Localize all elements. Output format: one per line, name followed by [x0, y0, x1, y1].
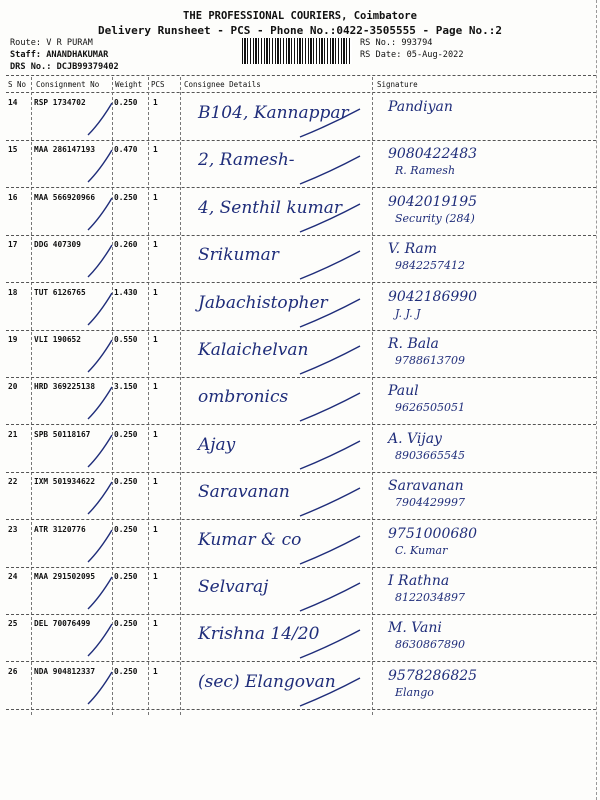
col-header-signature: Signature: [377, 80, 418, 89]
tick-stroke: [88, 387, 112, 419]
row-divider: [6, 330, 596, 331]
tick-stroke: [300, 441, 360, 469]
consignment-number: MAA 291502095: [34, 572, 96, 581]
weight-cell: 0.550: [114, 335, 138, 344]
table-row: [0, 379, 600, 425]
consignee-details: Jabachistopher: [198, 292, 328, 313]
row-divider: [6, 519, 596, 520]
table-row: [0, 142, 600, 188]
tick-stroke: [300, 630, 360, 658]
col-header-consignment: Consignment No: [36, 80, 100, 89]
pcs-cell: 1: [153, 192, 158, 202]
sno-cell: 19: [8, 335, 18, 344]
signature-phone: 9626505051: [395, 401, 465, 415]
row-divider: [6, 140, 596, 141]
rs-date-label: RS Date:: [360, 50, 402, 60]
handwritten-tick-marks: [0, 332, 600, 378]
signature-name: 9042186990: [388, 288, 478, 305]
pcs-cell: 1: [153, 145, 158, 155]
row-divider: [6, 424, 596, 425]
runsheet-subtitle: Delivery Runsheet - PCS - Phone No.:0422-3505555 - Page No.:2: [98, 24, 502, 37]
table-row: [0, 237, 600, 283]
signature-phone: 7904429997: [395, 496, 465, 510]
tick-stroke: [88, 624, 112, 656]
signature-name: 9578286825: [388, 667, 478, 684]
consignee-details: 2, Ramesh-: [198, 150, 295, 171]
row-divider: [6, 472, 596, 473]
signature-name: V. Ram: [388, 241, 438, 258]
table-row: [0, 569, 600, 615]
weight-cell: 3.150: [114, 382, 138, 392]
handwritten-tick-marks: [0, 142, 600, 188]
weight-cell: 0.250: [114, 429, 138, 439]
table-row: [0, 664, 600, 710]
consignee-details: Kalaichelvan: [198, 340, 309, 360]
staff-line: [10, 49, 108, 61]
weight-cell: 0.250: [114, 477, 138, 487]
signature-name: I Rathna: [388, 573, 450, 589]
sno-cell: 24: [8, 572, 18, 581]
pcs-cell: 1: [153, 429, 158, 439]
sno-cell: 15: [8, 145, 18, 155]
handwritten-tick-marks: [0, 190, 600, 236]
signature-name: Pandiyan: [388, 99, 453, 115]
sno-cell: 14: [8, 98, 18, 107]
signature-phone: 8903665545: [395, 448, 465, 462]
sno-cell: 26: [8, 666, 18, 676]
signature-name: 9042019195: [388, 193, 478, 210]
tick-stroke: [88, 672, 112, 704]
col-header-sno: S No: [8, 80, 27, 89]
consignee-details: Srikumar: [198, 245, 279, 266]
consignment-number: HRD 369225138: [34, 382, 96, 392]
handwritten-tick-marks: [0, 95, 600, 141]
tick-stroke: [88, 150, 112, 182]
signature-name: A. Vijay: [388, 430, 442, 447]
tick-stroke: [88, 340, 112, 372]
sno-cell: 22: [8, 477, 18, 487]
sno-cell: 17: [8, 240, 18, 250]
consignment-number: MAA 286147193: [34, 145, 96, 155]
col-header-weight: Weight: [115, 80, 143, 89]
rs-no-value: 993794: [401, 38, 433, 48]
pcs-cell: 1: [153, 335, 158, 344]
consignment-number: DEL 70076499: [34, 619, 91, 629]
consignment-number: SPB 50118167: [34, 429, 91, 439]
col-header-consignee: Consignee Details: [184, 80, 261, 89]
rs-date-value: 05-Aug-2022: [406, 50, 464, 60]
pcs-cell: 1: [153, 572, 158, 581]
consignee-details: Selvaraj: [198, 577, 269, 597]
tick-stroke: [88, 198, 112, 230]
tick-stroke: [88, 577, 112, 609]
page-edge-rule: [596, 0, 597, 800]
consignee-details: B104, Kannappar: [198, 103, 349, 123]
signature-phone: J. J. J: [395, 306, 421, 320]
tick-stroke: [300, 299, 360, 327]
weight-cell: 0.250: [114, 666, 138, 676]
weight-cell: 0.470: [114, 145, 138, 155]
tick-stroke: [88, 245, 112, 277]
row-divider: [6, 567, 596, 568]
pcs-cell: 1: [153, 477, 158, 487]
tick-stroke: [300, 678, 360, 706]
consignment-number: IXM 501934622: [34, 477, 96, 487]
handwritten-tick-marks: [0, 664, 600, 710]
handwritten-tick-marks: [0, 569, 600, 615]
weight-cell: 0.260: [114, 240, 138, 250]
handwritten-tick-marks: [0, 474, 600, 520]
col-header-pcs: PCS: [151, 80, 165, 89]
signature-phone: Security (284): [395, 211, 475, 225]
signature-name: Paul: [388, 383, 419, 400]
weight-cell: 0.250: [114, 619, 138, 629]
weight-cell: 1.430: [114, 287, 138, 297]
rs-number-line: [360, 37, 432, 49]
pcs-cell: 1: [153, 287, 158, 297]
handwritten-tick-marks: [0, 237, 600, 283]
handwritten-tick-marks: [0, 285, 600, 331]
table-row: [0, 616, 600, 662]
table-row: [0, 427, 600, 473]
signature-name: R. Bala: [388, 336, 439, 352]
signature-phone: C. Kumar: [395, 543, 448, 557]
consignment-number: TUT 6126765: [34, 287, 86, 297]
consignee-details: Krishna 14/20: [198, 624, 320, 645]
staff-label: Staff:: [10, 50, 42, 60]
row-divider: [6, 709, 596, 710]
row-divider: [6, 614, 596, 615]
drs-line: [10, 61, 119, 73]
tick-stroke: [300, 536, 360, 564]
tick-stroke: [300, 346, 360, 374]
row-divider: [6, 235, 596, 236]
signature-name: Saravanan: [388, 478, 464, 495]
tick-stroke: [88, 103, 112, 135]
staff-value: ANANDHAKUMAR: [46, 50, 109, 60]
table-row: [0, 474, 600, 520]
sno-cell: 20: [8, 382, 18, 392]
consignee-details: Kumar & co: [198, 529, 302, 550]
drs-label: DRS No.:: [10, 62, 52, 72]
tick-stroke: [88, 482, 112, 514]
sno-cell: 16: [8, 192, 18, 202]
consignee-details: (sec) Elangovan: [198, 671, 336, 692]
pcs-cell: 1: [153, 382, 158, 392]
pcs-cell: 1: [153, 619, 158, 629]
tick-stroke: [300, 109, 360, 137]
consignee-details: ombronics: [198, 387, 289, 408]
tick-stroke: [300, 393, 360, 421]
sno-cell: 18: [8, 287, 18, 297]
consignee-details: Ajay: [198, 434, 236, 455]
company-title: THE PROFESSIONAL COURIERS, Coimbatore: [183, 10, 417, 22]
signature-phone: R. Ramesh: [395, 164, 456, 178]
consignment-number: RSP 1734702: [34, 98, 86, 107]
table-row: [0, 95, 600, 141]
handwritten-tick-marks: [0, 427, 600, 473]
tick-stroke: [300, 583, 360, 611]
table-row: [0, 190, 600, 236]
table-row: [0, 285, 600, 331]
sno-cell: 21: [8, 429, 18, 439]
tick-stroke: [300, 488, 360, 516]
signature-name: M. Vani: [388, 620, 442, 637]
signature-phone: Elango: [395, 685, 434, 699]
tick-stroke: [88, 293, 112, 325]
consignee-details: Saravanan: [198, 482, 290, 503]
pcs-cell: 1: [153, 524, 158, 534]
weight-cell: 0.250: [114, 98, 138, 107]
route-line: [10, 37, 93, 49]
sno-cell: 25: [8, 619, 18, 629]
weight-cell: 0.250: [114, 524, 138, 534]
handwritten-tick-marks: [0, 616, 600, 662]
row-divider: [6, 187, 596, 188]
tick-stroke: [88, 435, 112, 467]
sno-cell: 23: [8, 524, 18, 534]
pcs-cell: 1: [153, 98, 158, 107]
barcode-image: [242, 38, 352, 64]
tick-stroke: [300, 204, 360, 232]
tick-stroke: [300, 251, 360, 279]
signature-name: 9751000680: [388, 525, 478, 542]
header-bottom-rule: [6, 92, 596, 93]
consignment-number: VLI 190652: [34, 335, 81, 344]
consignment-number: NDA 904812337: [34, 666, 96, 676]
table-row: [0, 332, 600, 378]
signature-phone: 8122034897: [395, 591, 465, 604]
handwritten-tick-marks: [0, 522, 600, 568]
consignee-details: 4, Senthil kumar: [198, 197, 342, 218]
drs-value: DCJB99379402: [56, 62, 119, 72]
route-value: V R PURAM: [46, 38, 93, 48]
signature-name: 9080422483: [388, 146, 478, 163]
row-divider: [6, 377, 596, 378]
pcs-cell: 1: [153, 240, 158, 250]
weight-cell: 0.250: [114, 572, 138, 581]
weight-cell: 0.250: [114, 192, 138, 202]
signature-phone: 8630867890: [395, 638, 465, 652]
row-divider: [6, 282, 596, 283]
consignment-number: MAA 566920966: [34, 192, 96, 202]
signature-phone: 9842257412: [395, 259, 465, 273]
tick-stroke: [88, 530, 112, 562]
rs-no-label: RS No.:: [360, 38, 397, 48]
pcs-cell: 1: [153, 666, 158, 676]
row-divider: [6, 661, 596, 662]
route-label: Route:: [10, 38, 42, 48]
table-row: [0, 522, 600, 568]
consignment-number: DDG 407309: [34, 240, 81, 250]
rs-date-line: [360, 49, 464, 61]
signature-phone: 9788613709: [395, 354, 465, 367]
tick-stroke: [300, 156, 360, 184]
consignment-number: ATR 3120776: [34, 524, 86, 534]
handwritten-tick-marks: [0, 379, 600, 425]
header-top-rule: [6, 75, 596, 76]
